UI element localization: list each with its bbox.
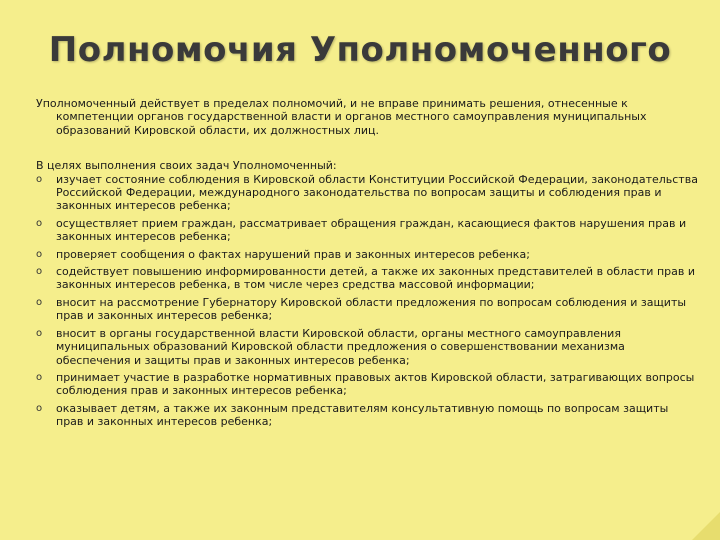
page-curl-decoration [692, 512, 720, 540]
list-item-text: изучает состояние соблюдения в Кировской области Конституции Российской Федерации, законодательства Российской Федерации, международного законодательства по вопросам защиты и соблюдения прав и законных интересов ребенка; [56, 172, 698, 213]
bullet-icon: o [36, 327, 43, 339]
list-item-text: вносит на рассмотрение Губернатору Кировской области предложения по вопросам соблюдения и защиты прав и законных интересов ребенка; [56, 295, 687, 323]
bullet-icon: o [36, 402, 43, 414]
list-item-text: проверяет сообщения о фактах нарушений прав и законных интересов ребенка; [56, 247, 530, 261]
bullet-icon: o [36, 296, 43, 308]
bullet-icon: o [36, 371, 43, 383]
bullet-icon: o [36, 173, 43, 185]
list-item-text: содействует повышению информированности детей, а также их законных представителей в области прав и законных интересов ребенка, в том числе через средства массовой информации; [56, 265, 695, 292]
list-item [36, 265, 698, 292]
list-item [36, 248, 698, 261]
list-item [36, 173, 698, 213]
powers-list [36, 173, 698, 429]
list-item-text: оказывает детям, а также их законным представителям консультативную помощь по вопросам защиты прав и законных интересов ребенка; [56, 401, 669, 429]
list-item [36, 371, 698, 398]
slide-title: Полномочия Уполномоченного [48, 30, 672, 70]
bullet-icon: o [36, 217, 43, 229]
list-item [36, 402, 698, 429]
bullet-icon: o [36, 248, 43, 260]
lead-paragraph: В целях выполнения своих задач Уполномоченный: [36, 159, 337, 173]
slide-content [36, 97, 698, 433]
list-item-text: осуществляет прием граждан, рассматривает обращения граждан, касающиеся фактов нарушения прав и законных интересов ребенка; [56, 216, 687, 244]
list-item [36, 217, 698, 244]
list-item [36, 327, 698, 367]
bullet-icon: o [36, 266, 43, 278]
list-item [36, 296, 698, 323]
list-item-text: вносит в органы государственной власти Кировской области, органы местного самоуправления муниципальных образований Кировской области предложения о совершенствовании механизма обеспечения и защиты прав и законных интересов ребенка; [56, 326, 625, 367]
list-item-text: принимает участие в разработке нормативных правовых актов Кировской области, затрагивающих вопросы соблюдения прав и законных интересов ребенка; [56, 370, 695, 398]
intro-paragraph: Уполномоченный действует в пределах полномочий, и не вправе принимать решения, отнесенные к компетенции органов государственной власти и органов местного самоуправления муниципальных образований Кировской области, их должностных лиц. [36, 97, 647, 137]
